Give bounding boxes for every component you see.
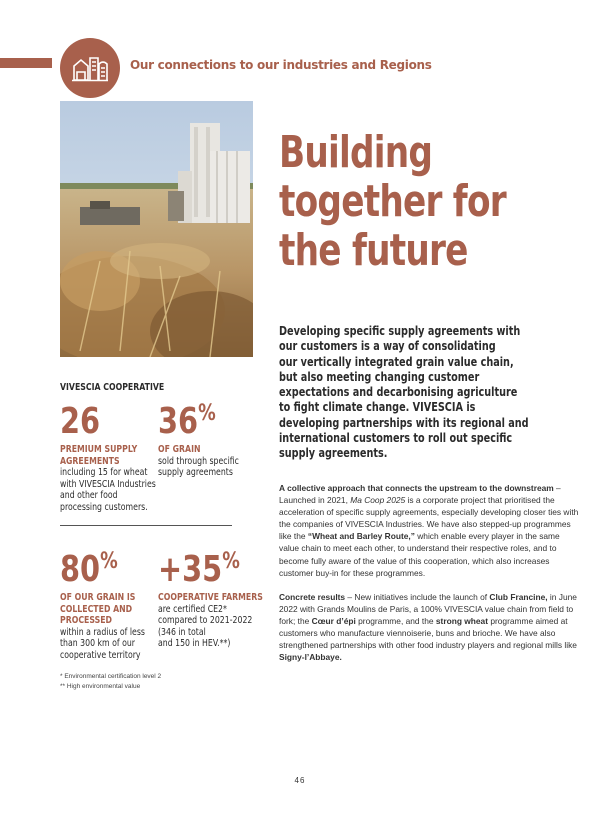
partner-name: Signy-l’Abbaye. — [279, 652, 342, 663]
stat-local-grain — [60, 549, 164, 661]
text-run: in June 2022 with Grands Moulins de Paris, a 100% VIVESCIA value chain from field to fork; the — [279, 591, 577, 626]
stat-label: COLLECTED AND — [60, 603, 133, 615]
stat-desc: compared to 2021-2022 — [158, 615, 253, 626]
stat-desc: and 150 in HEV.**) — [158, 638, 231, 649]
footnote: * Environmental certification level 2 — [60, 673, 162, 680]
stat-grain-share — [158, 401, 257, 479]
intro-paragraph — [279, 323, 579, 461]
intro-line: to fight climate change. VIVESCIA is — [279, 399, 476, 415]
intro-line: but also meeting changing customer — [279, 368, 480, 384]
text-run: programme aimed at customers who manufacture viennoiserie, buns and brioche. We have also strengthened partnerships with other food industry players and regional mills like — [279, 615, 577, 651]
text-run: – New initiatives include the launch of — [345, 591, 490, 602]
intro-line: our customers is a way of consolidating — [279, 338, 496, 354]
stat-desc: (346 in total — [158, 626, 206, 638]
stat-desc: and other food — [60, 490, 118, 501]
programme-name: Club Francine, — [489, 591, 548, 602]
stat-label: PREMIUM SUPPLY — [60, 444, 138, 455]
intro-line: supply agreements. — [279, 445, 388, 461]
body-text — [279, 482, 579, 675]
stat-number: 36% — [158, 401, 216, 442]
section-title: Our connections to our industries and Regions — [130, 58, 432, 72]
body-paragraph — [279, 591, 579, 664]
stat-desc: within a radius of less — [60, 626, 145, 638]
stat-desc: processing customers. — [60, 501, 148, 513]
headline-line: Building — [279, 127, 433, 178]
stat-label: COOPERATIVE FARMERS — [158, 592, 263, 603]
headline-line: together for — [279, 176, 506, 227]
text-run: which enable every player in the same value chain to meet each other, to understand their respective roles, and to become fully aware of the value of this cooperation, which also increases customer buy-in for these programmes. — [279, 531, 560, 578]
stat-desc: including 15 for wheat — [60, 467, 148, 478]
stat-desc: than 300 km of our — [60, 638, 135, 649]
intro-line: expectations and decarbonising agriculture — [279, 384, 518, 400]
paragraph-lead: Concrete results — [279, 591, 346, 602]
stat-desc: supply agreements — [158, 467, 233, 478]
intro-line: developing partnerships with its regional and — [279, 414, 529, 430]
stat-number: +35% — [158, 549, 240, 590]
intro-line: our vertically integrated grain value chain, — [279, 353, 514, 369]
intro-line: international customers to roll out specific — [279, 430, 513, 446]
stat-desc: with VIVESCIA Industries — [60, 478, 156, 490]
stats-heading: VIVESCIA COOPERATIVE — [60, 382, 165, 393]
page-headline — [279, 128, 579, 275]
text-run: programme, and the — [355, 615, 436, 626]
body-paragraph — [279, 482, 579, 579]
stat-desc: are certified CE2* — [158, 603, 227, 615]
farm-buildings-icon — [72, 52, 108, 82]
stats-divider — [60, 525, 232, 526]
stat-label: AGREEMENTS — [60, 455, 120, 467]
stat-number: 26 — [60, 401, 101, 442]
stat-label: OF GRAIN — [158, 444, 201, 455]
page-number: 46 — [294, 776, 306, 785]
text-run: – Launched in 2021, — [279, 483, 561, 506]
stat-number: 80% — [60, 549, 118, 590]
stat-label: OF OUR GRAIN IS — [60, 592, 136, 603]
programme-name: Cœur d’épi — [311, 615, 356, 626]
stat-label: PROCESSED — [60, 615, 113, 626]
stat-desc: cooperative territory — [60, 649, 141, 661]
wheat-field-silo-photo — [60, 101, 253, 357]
header-accent-bar — [0, 58, 52, 68]
intro-line: Developing specific supply agreements with — [279, 323, 521, 338]
project-name: Ma Coop 2025 — [350, 495, 406, 506]
text-run: is a corporate project that prioritised the acceleration of specific supply agreements, especially developing closer ties with the companies of VIVESCIA Industries. We have also stepped-up programmes like the — [279, 495, 579, 542]
footnote: ** High environmental value — [60, 683, 141, 690]
stat-certified-farmers — [158, 549, 286, 650]
programme-name: strong wheat — [435, 615, 488, 626]
header-badge — [60, 38, 120, 98]
stat-desc: sold through specific — [158, 455, 239, 467]
headline-line: the future — [279, 225, 468, 276]
paragraph-lead: A collective approach that connects the upstream to the downstream — [279, 483, 554, 493]
programme-name: “Wheat and Barley Route,” — [307, 531, 415, 542]
